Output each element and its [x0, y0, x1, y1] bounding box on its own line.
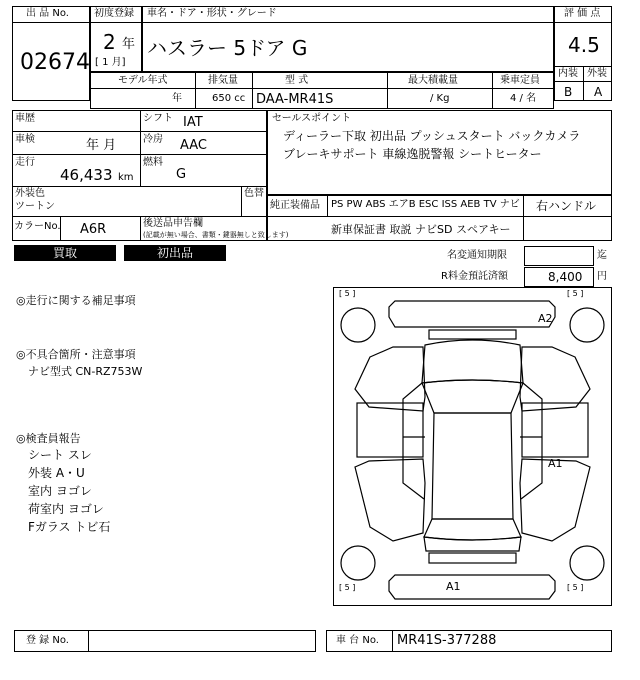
tire-fl-tread: [ 5 ]	[339, 289, 356, 298]
tire-front-right	[570, 308, 604, 342]
rear-bumper	[389, 575, 555, 599]
sales-points-line-2: ブレーキサポート 車線逸脱警報 シートヒーター	[283, 147, 542, 161]
displacement-value: 650 cc	[212, 93, 246, 104]
interior-grade: B	[564, 85, 573, 99]
color-no-label: カラーNo.	[14, 221, 61, 232]
car-name-label: 車名・ドア・形状・グレード	[147, 8, 277, 19]
roof	[432, 413, 513, 519]
left-side-panel	[355, 347, 425, 411]
tire-rl-tread: [ 5 ]	[339, 583, 356, 592]
sales-points-label: セールスポイント	[272, 113, 352, 124]
model-code-label: 型 式	[285, 75, 309, 86]
max-load-label: 最大積載量	[408, 75, 458, 86]
car-diagram	[333, 287, 612, 606]
rear-window	[424, 519, 521, 540]
inspector-line-1: シート スレ	[28, 448, 92, 462]
inspector-line-2: 外装 A・U	[28, 466, 85, 480]
model-year-label: モデル年式	[118, 75, 168, 86]
shift-value: IAT	[183, 115, 203, 130]
lot-number: 02674	[20, 50, 90, 75]
car-name: ハスラー 5ドア G	[147, 36, 308, 60]
first-reg-year-unit: 年	[122, 37, 136, 52]
rear-grille	[429, 553, 516, 563]
docs-note: (記載が無い場合、書類・鍵器無しと致します)	[143, 231, 289, 239]
exterior-color-label: 外装色	[15, 188, 45, 199]
deadline-field	[524, 246, 594, 266]
equipment-label: 純正装備品	[270, 200, 320, 211]
model-year-unit: 年	[172, 93, 182, 104]
interior-label: 内装	[558, 68, 578, 79]
overall-rating: 4.5	[568, 33, 600, 57]
drive-side: 右ハンドル	[536, 199, 597, 213]
max-load-value: / Kg	[430, 93, 450, 104]
windshield	[422, 380, 523, 413]
shift-label: シフト	[143, 113, 173, 124]
defects-title: ◎不具合箇所・注意事項	[16, 348, 136, 361]
warranty-docs: 新車保証書 取説 ナビSD スペアキー	[331, 223, 511, 236]
sales-points-line-1: ディーラー下取 初出品 プッシュスタート バックカメラ	[283, 129, 581, 143]
supplement-title: ◎走行に関する補足事項	[16, 294, 136, 307]
exterior-color-value: ツートン	[15, 201, 55, 212]
equipment-value: PS PW ABS エアB ESC ISS AEB TV ナビ	[331, 199, 520, 210]
tire-rr-tread: [ 5 ]	[567, 583, 584, 592]
first-reg-month: [ 1 月]	[95, 57, 126, 68]
fuel-value: G	[176, 167, 187, 182]
model-code: DAA-MR41S	[256, 92, 334, 107]
capacity-value: 4 / 名	[510, 93, 537, 104]
exterior-grade: A	[594, 85, 603, 99]
inspector-line-4: 荷室内 ヨゴレ	[28, 502, 104, 516]
buy-badge: 買取	[14, 245, 116, 261]
recycle-label: R料金預託済額	[441, 271, 508, 282]
mileage-label: 走行	[15, 157, 35, 168]
registration-label: 登 録 No.	[26, 635, 69, 646]
right-side-rear	[520, 459, 590, 541]
mileage-value: 46,433	[60, 166, 113, 184]
displacement-label: 排気量	[208, 75, 238, 86]
fuel-label: 燃料	[143, 157, 163, 168]
damage-mark-side: A1	[548, 457, 563, 470]
tire-rear-left	[341, 546, 375, 580]
deadline-unit: 迄	[597, 250, 607, 261]
chassis-label: 車 台 No.	[336, 635, 379, 646]
inspection-value: 年 月	[86, 138, 117, 153]
front-grille	[429, 330, 516, 339]
inspector-line-3: 室内 ヨゴレ	[28, 484, 92, 498]
history-label: 車歴	[15, 113, 35, 124]
tire-fr-tread: [ 5 ]	[567, 289, 584, 298]
front-bumper	[389, 301, 555, 327]
left-side-rear	[355, 459, 425, 541]
rating-label: 評 価 点	[564, 8, 601, 19]
exterior-label: 外装	[587, 68, 607, 79]
recycle-unit: 円	[597, 271, 607, 282]
inspector-line-5: Fガラス トビ石	[28, 520, 111, 534]
first-listing-badge: 初出品	[124, 245, 226, 261]
right-side-panel	[520, 347, 590, 411]
repaint-label: 色替	[244, 188, 264, 199]
inspection-label: 車検	[15, 134, 35, 145]
capacity-label: 乗車定員	[500, 75, 540, 86]
recycle-value: 8,400	[548, 270, 583, 284]
deadline-label: 名変通知期限	[447, 250, 507, 261]
ac-label: 冷房	[143, 134, 163, 145]
inspector-title: ◎検査員報告	[16, 432, 81, 445]
color-no-value: A6R	[80, 222, 107, 237]
ac-value: AAC	[180, 138, 207, 153]
tire-front-left	[341, 308, 375, 342]
first-reg-label: 初度登録	[94, 8, 134, 19]
lot-label: 出 品 No.	[26, 8, 69, 19]
mileage-unit: km	[118, 172, 134, 183]
defects-line: ナビ型式 CN-RZ753W	[28, 365, 143, 378]
chassis-value: MR41S-377288	[397, 633, 497, 648]
first-reg-year: 2	[103, 30, 116, 54]
damage-mark-rear: A1	[446, 580, 461, 593]
docs-label: 後送品申告欄	[143, 218, 203, 229]
hood	[422, 340, 523, 383]
damage-mark-front: A2	[538, 312, 553, 325]
tire-rear-right	[570, 546, 604, 580]
